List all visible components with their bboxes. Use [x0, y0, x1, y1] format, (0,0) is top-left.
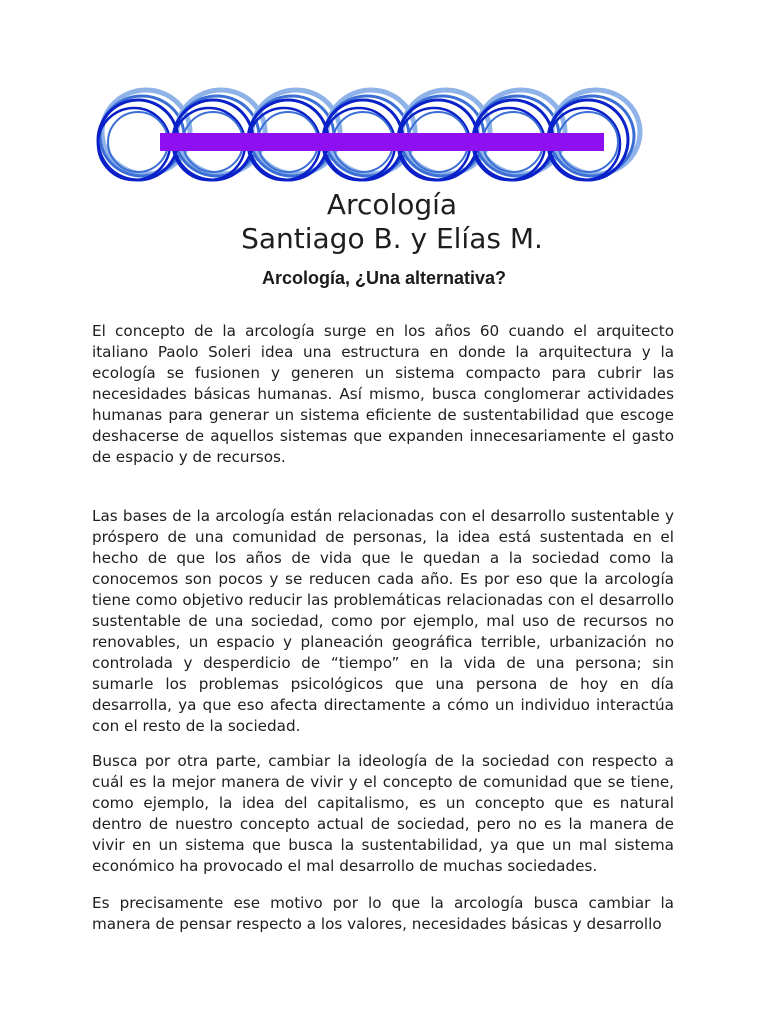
document-title: Arcología	[326, 188, 458, 221]
document-subtitle: Arcología, ¿Una alternativa?	[261, 268, 507, 288]
logo-ring-inner	[108, 112, 168, 172]
paragraph-1: El concepto de la arcología surge en los años 60 cuando el arquitecto italiano Paolo Soleri idea una estructura en donde la arquitectura y la ecología se fusionen y generen un sistema compacto para cubrir las necesidades básicas humanas. Así mismo, busca conglomerar actividades humanas para generar un sistema eficiente de sustentabilidad que escoge deshacerse de aquellos sistemas que expanden innecesariamente el gasto de espacio y de recursos.	[92, 322, 674, 466]
document-authors: Santiago B. y Elías M.	[241, 222, 543, 255]
paragraph-2: Las bases de la arcología están relacionadas con el desarrollo sustentable y próspero de una comunidad de personas, la idea está sustentada en el hecho de que los años de vida que le quedan a la sociedad como la conocemos son pocos y se reducen cada año. Es por eso que la arcología tiene como objetivo reducir las problemáticas relacionadas con el desarrollo sustentable de una sociedad, como por ejemplo, mal uso de recursos no renovables, un espacio y planeación geográfica terrible, urbanización no controlada y desperdicio de “tiempo” en la vida de una persona; sin sumarle los problemas psicológicos que una persona de hoy en día desarrolla, ya que eso afecta directamente a cómo un individuo interactúa con el resto de la sociedad.	[92, 507, 674, 735]
paragraph-3: Busca por otra parte, cambiar la ideología de la sociedad con respecto a cuál es la mejor manera de vivir y el concepto de comunidad que se tiene, como ejemplo, la idea del capitalismo, es un concepto que es natural dentro de nuestro concepto actual de sociedad, pero no es la manera de vivir en un sistema que busca la sustentabilidad, ya que un mal sistema económico ha provocado el mal desarrollo de muchas sociedades.	[92, 752, 674, 875]
logo-bar	[160, 133, 604, 151]
paragraph-4: Es precisamente ese motivo por lo que la arcología busca cambiar la manera de pensar respecto a los valores, necesidades básicas y desarrollo	[92, 894, 674, 933]
